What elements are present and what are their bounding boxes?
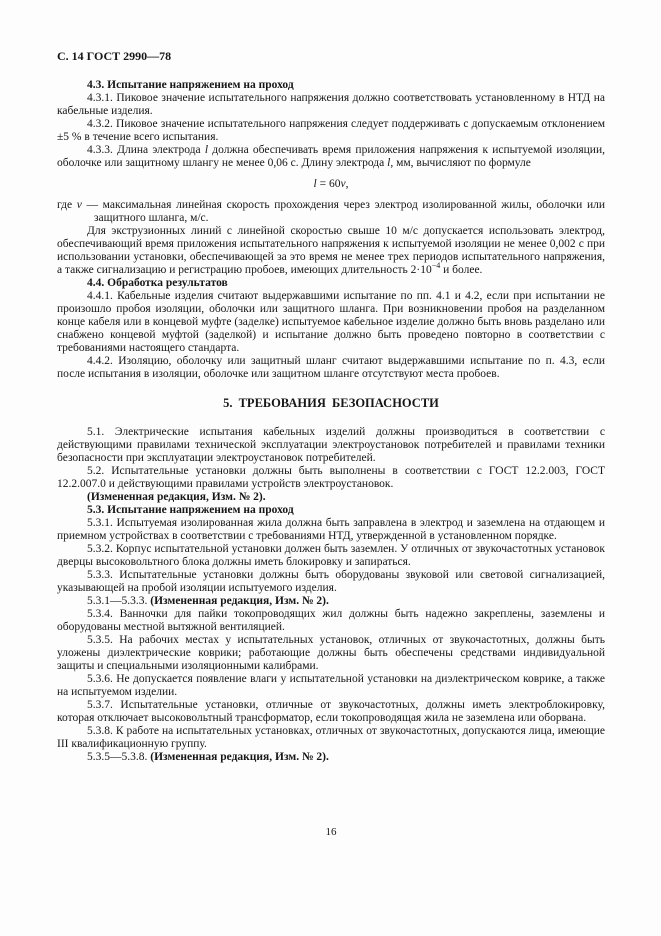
text-run: = 60	[316, 178, 341, 190]
para-4-4-2	[57, 355, 605, 381]
heading-5-3	[57, 504, 605, 517]
text-run: v	[340, 178, 346, 190]
text-run: 4.4.2. Изоляцию, оболочку или защитный шланг считают выдержавшими испытание по п. 4.3, если после испытания в изоляции, оболочке или защитном шланге отсутствуют места пробоев.	[57, 355, 605, 380]
page-content	[57, 50, 605, 764]
text-run: , мм, вычисляют по формуле	[390, 157, 531, 169]
text-run: и более.	[440, 264, 483, 276]
para-5-3-6	[57, 673, 605, 699]
text-run: 5.3.1—5.3.3.	[87, 595, 151, 607]
para-4-3-3	[57, 144, 605, 170]
para-4-3-1	[57, 92, 605, 118]
page-header: С. 14 ГОСТ 2990—78	[57, 49, 172, 63]
text-run: (Измененная редакция, Изм. № 2).	[150, 751, 329, 763]
text-run: 5.3.7. Испытательные установки, отличные от звукочастотных, должны иметь электроблокировку, которая отключает высоковольтный трансформатор, если токопроводящая жила не заземлена или оборвана.	[57, 699, 605, 724]
text-run: 5.3.2. Корпус испытательной установки должен быть заземлен. У отличных от звукочастотных установок дверцы высоковольтного блока должны иметь блокировку и запираться.	[57, 543, 605, 568]
text-run: 4.3.3. Длина электрода	[87, 144, 205, 156]
para-5-3-5	[57, 634, 605, 673]
heading-4-3	[57, 79, 605, 92]
text-run: ,	[345, 178, 349, 190]
formula-l-60v	[57, 178, 605, 191]
text-run: 5.3.4. Ванночки для пайки токопроводящих жил должны быть надежно закреплены, заземлены и оборудованы местной вытяжной вентиляцией.	[57, 608, 605, 633]
heading-4-4	[57, 277, 605, 290]
para-4-4-1	[57, 290, 605, 355]
heading-section-5	[57, 397, 605, 410]
para-5-3-3	[57, 569, 605, 595]
para-where-v	[57, 199, 605, 225]
text-run: (Измененная редакция, Изм. № 2).	[150, 595, 329, 607]
text-run: 5.3.8. К работе на испытательных установках, отличных от звукочастотных, допускаются лица, имеющие III квалификационную группу.	[57, 725, 605, 750]
text-run: l	[387, 157, 391, 169]
text-run: 5.2. Испытательные установки должны быть выполнены в соответствии с ГОСТ 12.2.003, ГОСТ 12.2.007.0 и действующими правилами устройств электроустановок.	[57, 465, 605, 490]
text-run: 4.3.1. Пиковое значение испытательного напряжения должно соответствовать установленному в НТД на кабельные изделия.	[57, 92, 605, 117]
para-5-1	[57, 426, 605, 465]
text-run: где	[57, 199, 77, 211]
text-run: 5.3.5. На рабочих местах у испытательных установок, отличных от звукочастотных, должны быть уложены диэлектрические коврики; работающие должны быть обеспечены средствами индивидуальной защиты и специальными изоляционными калибрами.	[57, 634, 605, 672]
amendment-5-3-1-to-5-3-3	[57, 595, 605, 608]
text-run: 5.3.6. Не допускается появление влаги у испытательной установки на диэлектрическом коврике, а также на испытуемом изделии.	[57, 673, 605, 698]
para-5-3-7	[57, 699, 605, 725]
text-run: — максимальная линейная скорость прохождения через электрод изолированной жилы, оболочки или защитного шланга, м/с.	[81, 199, 605, 224]
text-run: 4.3.2. Пиковое значение испытательного напряжения следует поддерживать с допускаемым отклонением ±5 % в течение всего испытания.	[57, 118, 605, 143]
text-run: 5.3. Испытание напряжением на проход	[87, 504, 294, 516]
text-run: v	[76, 199, 82, 211]
document-body	[57, 79, 605, 764]
text-run: 5.1. Электрические испытания кабельных изделий должны производиться в соответствии с действующими правилами технической эксплуатации электроустановок потребителей и правилами техники безопасности при эксплуатации электроустановок потребителей.	[57, 426, 605, 464]
amendment-5-3-5-to-5-3-8	[57, 751, 605, 764]
page-number: 16	[325, 826, 337, 838]
text-run: 4.3. Испытание напряжением на проход	[87, 79, 294, 91]
text-run: −4	[431, 261, 441, 271]
text-run: l	[204, 144, 209, 156]
text-run: 5. ТРЕБОВАНИЯ БЕЗОПАСНОСТИ	[223, 396, 439, 410]
para-5-3-1	[57, 517, 605, 543]
para-5-3-8	[57, 725, 605, 751]
para-extrusion-lines	[57, 225, 605, 277]
text-run: 5.3.5—5.3.8.	[87, 751, 151, 763]
text-run: 4.4.1. Кабельные изделия считают выдержавшими испытание по пп. 4.1 и 4.2, если при испытании не произошло пробоя изоляции, оболочки или защитного шланга. При возникновении пробоя на разделанном конце кабеля или в концевой муфте (заделке) испытуемое кабельное изделие должно быть вновь разделано или снабжено концевой муфтой (заделкой) и испытание должно быть проведено повторно в соответствии с требованиями настоящего стандарта.	[57, 290, 605, 354]
text-run: 5.3.3. Испытательные установки должны быть оборудованы звуковой или световой сигнализацией, указывающей на пробой изоляции испытуемого изделия.	[57, 569, 605, 594]
text-run: 4.4. Обработка результатов	[87, 277, 228, 289]
para-5-3-4	[57, 608, 605, 634]
text-run: должна обеспечивать время приложения напряжения к испытуемой изоляции, оболочке или защитному шлангу не менее 0,06 с. Длину электрода	[57, 144, 605, 169]
text-run: Для экструзионных линий с линейной скоростью свыше 10 м/с допускается использовать электрод, обеспечивающий время приложения испытательного напряжения к испытуемой изоляции не менее 0,002 с при использовании установки, обеспечивающей за это время не менее трех периодов испытательного напряжения, а также сигнализацию и регистрацию пробоев, имеющих длительность 2·10	[57, 225, 605, 276]
text-run: 5.3.1. Испытуемая изолированная жила должна быть заправлена в электрод и заземлена на отдающем и приемном устройствах в соответствии с требованиями НТД, утвержденной в установленном порядке.	[57, 517, 605, 542]
para-5-2	[57, 465, 605, 491]
text-run: (Измененная редакция, Изм. № 2).	[87, 491, 266, 503]
para-5-3-2	[57, 543, 605, 569]
amendment-5-2	[57, 491, 605, 504]
para-4-3-2	[57, 118, 605, 144]
text-run: l	[313, 178, 317, 190]
